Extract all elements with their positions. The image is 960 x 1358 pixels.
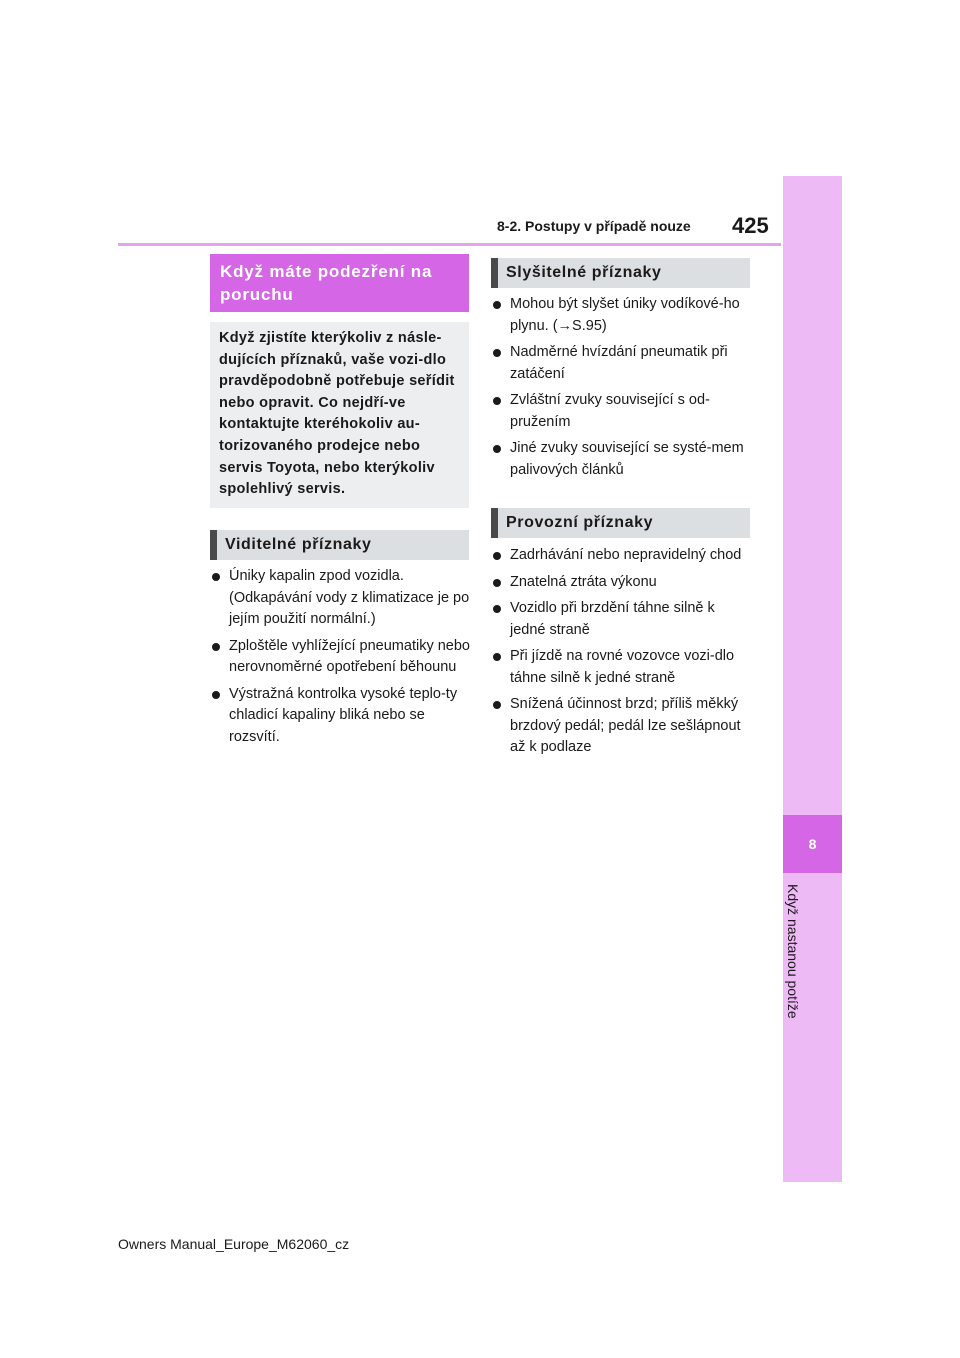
list-item-text: Zploštěle vyhlížející pneumatiky nebo nerovnoměrné opotřebení běhounu	[229, 637, 470, 675]
list-item-text: Znatelná ztráta výkonu	[510, 573, 657, 590]
bullet-icon	[493, 579, 501, 587]
bullet-icon	[493, 653, 501, 661]
bullet-icon	[493, 552, 501, 560]
list-item-text: Snížená účinnost brzd; příliš měkký brzdový pedál; pedál lze sešlápnout až k podlaze	[510, 696, 741, 755]
list-item-text: Mohou být slyšet úniky vodíkové-ho plynu. (→S.95)	[510, 296, 740, 334]
visible-symptoms-heading: Viditelné příznaky	[210, 530, 469, 560]
list-item	[491, 598, 753, 641]
suspected-fault-heading: Když máte podezření na poruchu	[210, 254, 469, 312]
list-item-text: Úniky kapalin zpod vozidla. (Odkapávání vody z klimatizace je po jejím použití normální.)	[229, 568, 470, 627]
bullet-icon	[493, 301, 501, 309]
list-item-text: Vozidlo při brzdění táhne silně k jedné straně	[510, 600, 715, 638]
bullet-icon	[493, 397, 501, 405]
page-number: 425	[732, 213, 769, 238]
list-item-text: Zvláštní zvuky související s od-pružením	[510, 392, 710, 430]
bullet-icon	[212, 573, 220, 581]
bullet-icon	[212, 691, 220, 699]
header-divider	[118, 243, 781, 246]
list-item	[491, 438, 753, 481]
list-item	[491, 342, 753, 385]
list-item	[210, 684, 472, 749]
list-item	[491, 390, 753, 433]
audible-symptoms-list	[491, 294, 753, 486]
intro-box: Když zjistíte kterýkoliv z násle-dujících příznaků, vaše vozi-dlo pravděpodobně potřebuje seřídit nebo opravit. Co nejdří-ve kontaktujte kteréhokoliv au-torizovaného prodejce nebo servis Toyota, nebo kterýkoliv spolehlivý servis.	[210, 322, 469, 508]
list-item-text: Nadměrné hvízdání pneumatik při zatáčení	[510, 344, 728, 382]
list-item-text: Výstražná kontrolka vysoké teplo-ty chladicí kapaliny bliká nebo se rozsvítí.	[229, 685, 458, 745]
list-item-text: Zadrhávání nebo nepravidelný chod	[510, 547, 742, 563]
list-item	[491, 545, 753, 567]
chapter-side-tab	[783, 176, 842, 1182]
visible-symptoms-list	[210, 566, 472, 753]
footer-text: Owners Manual_Europe_M62060_cz	[118, 1236, 350, 1252]
list-item	[210, 566, 472, 631]
chapter-number: 8	[808, 836, 817, 852]
section-title: 8-2. Postupy v případě nouze	[497, 218, 691, 234]
bullet-icon	[493, 445, 501, 453]
bullet-icon	[493, 701, 501, 709]
audible-symptoms-heading: Slyšitelné příznaky	[491, 258, 750, 288]
operational-symptoms-heading: Provozní příznaky	[491, 508, 750, 538]
bullet-icon	[212, 643, 220, 651]
bullet-icon	[493, 349, 501, 357]
bullet-icon	[493, 605, 501, 613]
list-item	[210, 636, 472, 679]
list-item-text: Jiné zvuky související se systé-mem palivových článků	[510, 440, 744, 478]
operational-symptoms-list	[491, 545, 753, 764]
list-item-text: Při jízdě na rovné vozovce vozi-dlo táhne silně k jedné straně	[510, 648, 735, 686]
list-item	[491, 646, 753, 689]
list-item	[491, 694, 753, 759]
list-item	[491, 572, 753, 594]
chapter-title: Když nastanou potíže	[785, 884, 801, 1019]
list-item	[491, 294, 753, 337]
